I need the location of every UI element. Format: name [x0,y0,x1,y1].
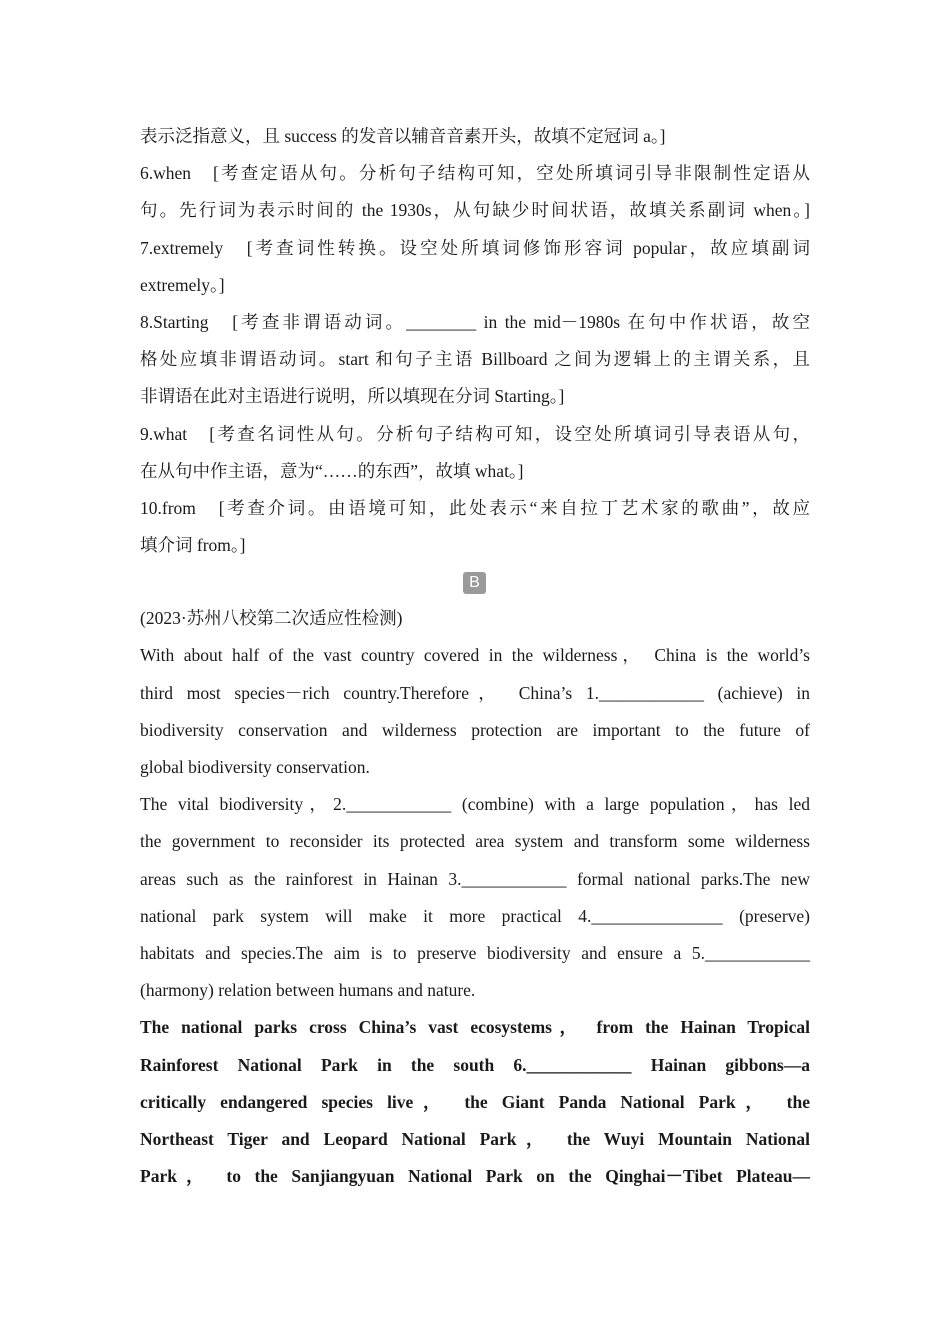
passage-line-5: global biodiversity conservation. [140,757,370,777]
passage-line-6: The vital biodiversity，2.____________ (combine) with a large population，has led [140,794,810,815]
text-line-4: 7.extremely [考查词性转换。设空处所填词修饰形容词 popular，故应填副词 [140,237,810,258]
text-line-7: 格处应填非谓语动词。start 和句子主语 Billboard 之间为逻辑上的主谓关系，且 [140,349,810,370]
text-line-11: 10.from [考查介词。由语境可知，此处表示“来自拉丁艺术家的歌曲”，故应 [140,497,810,518]
passage-line-7: the government to reconsider its protected area system and transform some wilderness [140,831,810,852]
passage-line-10: habitats and species.The aim is to preserve biodiversity and ensure a 5.____________ [140,942,810,963]
passage-line-12: The national parks cross China’s vast ecosystems， from the Hainan Tropical [140,1017,810,1038]
document-page [140,118,810,1195]
passage-line-2: With about half of the vast country covered in the wilderness， China is the world’s [140,645,810,666]
cloze-passage [140,600,810,1195]
text-line-6: 8.Starting [考查非谓语动词。________ in the mid－1980s 在句中作状语，故空 [140,311,810,332]
passage-line-9: national park system will make it more practical 4._______________ (preserve) [140,905,810,926]
passage-line-4: biodiversity conservation and wilderness protection are important to the future of [140,719,810,740]
text-line-10: 在从句中作主语，意为“……的东西”，故填 what。] [140,460,524,481]
text-line-8: 非谓语在此对主语进行说明，所以填现在分词 Starting。] [140,386,565,407]
passage-line-11: (harmony) relation between humans and nature. [140,980,476,1001]
answer-explanations [140,118,810,564]
text-line-9: 9.what [考查名词性从句。分析句子结构可知，设空处所填词引导表语从句， [140,423,810,444]
text-line-5: extremely。] [140,274,225,295]
passage-line-13: Rainforest National Park in the south 6.____________ Hainan gibbons—a [140,1054,810,1075]
passage-line-14: critically endangered species live， the Giant Panda National Park， the [140,1091,810,1112]
passage-line-1: (2023·苏州八校第二次适应性检测) [140,608,403,629]
text-line-2: 6.when [考查定语从句。分析句子结构可知，空处所填词引导非限制性定语从 [140,163,810,184]
passage-line-16: Park， to the Sanjiangyuan National Park on the Qinghai－Tibet Plateau— [140,1166,810,1187]
text-line-12: 填介词 from。] [140,535,246,556]
passage-line-3: third most species－rich country.Therefore， China’s 1.____________ (achieve) in [140,682,810,703]
text-line-1: 表示泛指意义，且 success 的发音以辅音音素开头，故填不定冠词 a。] [140,126,666,146]
text-line-3: 句。先行词为表示时间的 the 1930s，从句缺少时间状语，故填关系副词 when。] [140,200,810,221]
section-badge: B [463,572,486,594]
section-header [140,564,810,600]
passage-line-8: areas such as the rainforest in Hainan 3.____________ formal national parks.The new [140,868,810,889]
passage-line-15: Northeast Tiger and Leopard National Park， the Wuyi Mountain National [140,1128,810,1149]
